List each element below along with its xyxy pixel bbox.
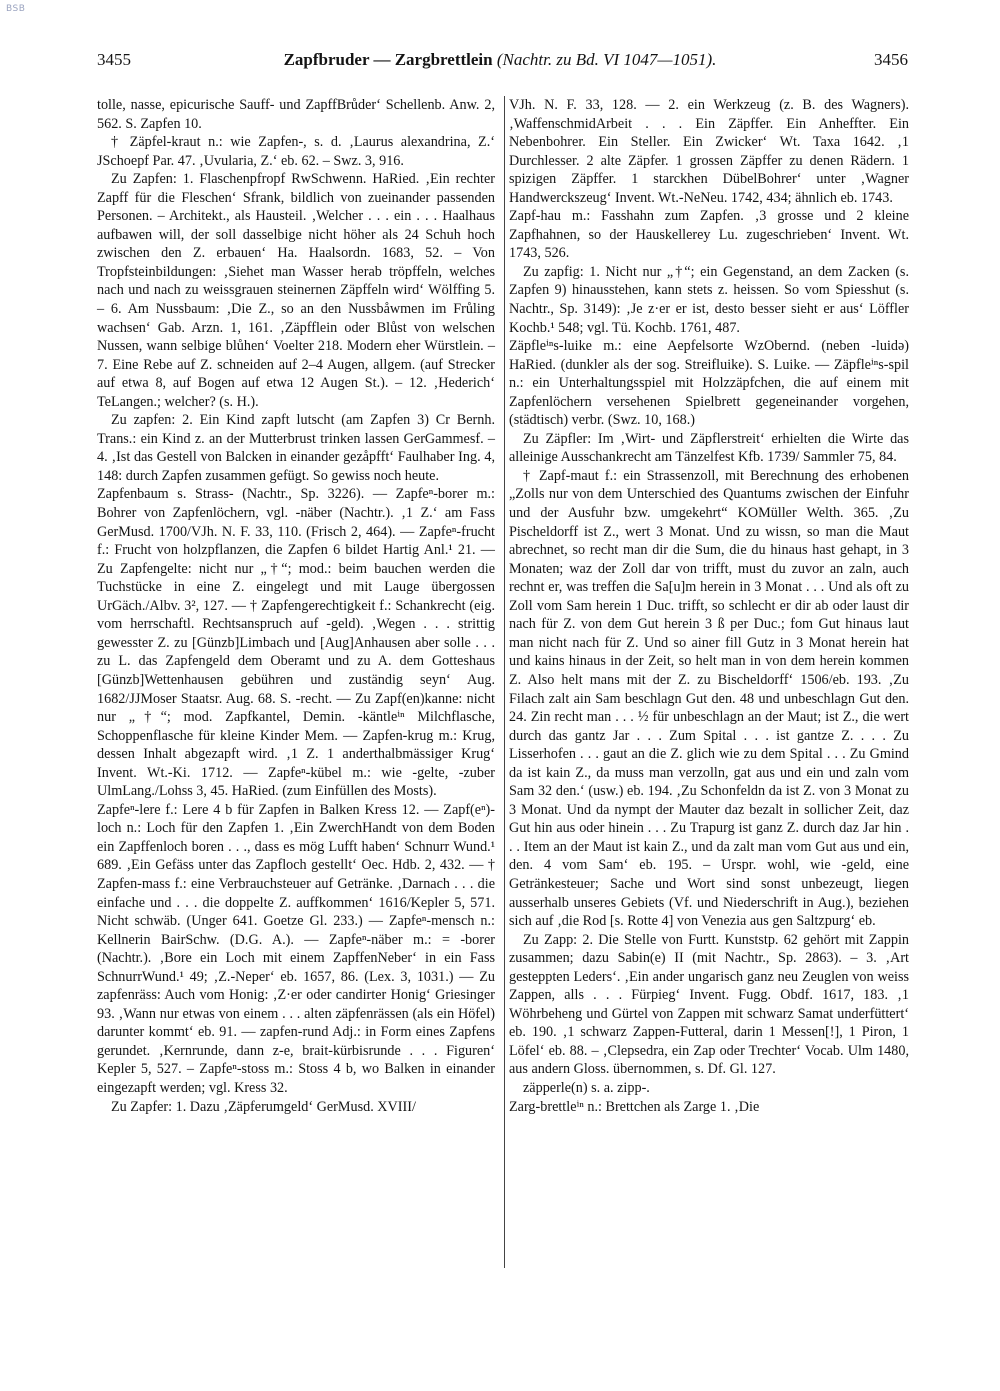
entry-paragraph: Zu Zapfen: 1. Flaschenpfropf RwSchwenn. HaRied. ‚Ein rechter Zapff für die Fleschen‘ Sfrank, bildlich von zueinander passenden Personen. – Architekt., als Hausteil. ‚Welcher . . . ein . . . Haalhaus aufbawen will, der soll dasselbige nicht höher als 24 Schuh hoch zwischen den Z. erbauen‘ Ha. Haalsordn. 1683, 52. – Von Tropfsteinbildungen: ‚Siehet man Wasser herab tröpffeln, welches nach und nach zu weissgrauen steinernen Zäpffeln wird‘ Wölffing 5. – 6. Am Nussbaum: ‚Die Z., so an den Nussbåwmen im Frůling wachsen‘ Gab. Arzn. 1, 161. ‚Zäpfflein oder Blůst von welschen Nussen, wann selbige blůhen‘ Voelter 218. Modern eher Würstlein. – 7. Eine Rebe auf Z. schneiden auf 2–4 Augen, allgem. (auf Strecker auf etwa 8, auf Bogen auf etwa 12 Augen St.). – 12. ‚Hederich‘ TeLangen.; welcher? (s. H.). [97, 171, 495, 410]
entry-paragraph: Zapf-hau m.: Fasshahn zum Zapfen. ‚3 grosse und 2 kleine Zapfhahnen, so der Hauskellerey Lu. zugeschrieben‘ Invent. Wt. 1743, 526. [509, 208, 909, 262]
entry-paragraph: Zapfenbaum s. Strass- (Nachtr., Sp. 3226). — Zapfeⁿ-borer m.: Bohrer von Zapfenlöchern, vgl. -näber (Nachtr.). ‚1 Z.‘ am Fass GerMusd. 1700/VJh. N. F. 33, 110. (Frisch 2, 464). — Zapfeⁿ-frucht f.: Frucht von holzpflanzen, die Zapfen 6 bildet Hartig Anl.¹ 21. — Zu Zapfengelte: nicht nur „†“; mod.: beim bauchen werden die Tuchstücke in eine Z. eingelegt und mit Lauge übergossen UrGäch./Albv. 3², 127. — † Zapfengerechtigkeit f.: Schankrecht (eig. vom herrschaftl. Rechtsanspruch auf -geld). ‚Wegen . . . strittig gewesster Z. zu [Günzb]Limbach und [Aug]Anhausen aber solle . . . zu L. das Zapfengeld dem Oberamt und zu A. dem Gotteshaus [Günzb]Wettenhausen gebühren und zuständig seyn‘ Aug. 1682/JJMoser Staatsr. Aug. 68. S. -recht. — Zu Zapf(en)kanne: nicht nur „†“; mod. Zapfkantel, Demin. -käntleⁱⁿ Milchflasche, Schoppenflasche für kleine Kinder Mem. — Zapfen-krug m.: Krug, dessen Inhalt abgezapft wird. ‚1 Z. 1 anderthalbmässiger Krug‘ Invent. Wt.-Ki. 1712. — Zapfeⁿ-kübel m.: wie -gelte, -zuber UlmLang./Lohss 3, 45. HaRied. (zum Einfüllen des Mosts). [97, 486, 495, 800]
running-title [0, 50, 1000, 70]
entry-paragraph: zäpperle(n) s. a. zipp-. [523, 1079, 650, 1096]
entry-paragraph: † Zäpfel-kraut n.: wie Zapfen-, s. d. ‚Laurus alexandrina, Z.‘ JSchoepf Par. 47. ‚Uvularia, Z.‘ eb. 62. – Swz. 3, 916. [97, 134, 495, 169]
running-title-main: Zapfbruder — Zargbrettlein [283, 50, 493, 69]
running-title-note: (Nachtr. zu Bd. VI 1047—1051). [496, 50, 717, 69]
entry-paragraph: Zu Zapp: 2. Die Stelle von Furtt. Kunststp. 62 gehört mit Zappin zusammen; dazu Sabin(e) II (mit Nachtr., Sp. 2863). – 3. ‚Art gesteppten Leders‘. ‚Ein ander ungarisch ganz neu Zeuglen von weiss Zappen, alls . . . Fürpieg‘ Invent. Fugg. Obdf. 1617, 183. ‚1 Wöhrbeheng und Gürtel von Zappen mit schwarz Samat underfüttert‘ eb. 190. ‚1 schwarz Zappen-Futteral, darin 1 Messen[!], 1 Piron, 1 Löfel‘ eb. 88. – ‚Clepsedra, ein Zap oder Trechter‘ Vocab. Ulm 1480, aus andern Gloss. übernommen, s. Df. Gl. 127. [509, 931, 909, 1078]
entry-paragraph: Zapfeⁿ-lere f.: Lere 4 b für Zapfen in Balken Kress 12. — Zapf(eⁿ)-loch n.: Loch für den Zapfen 1. ‚Ein ZwerchHandt von dem Boden ein Zapffenloch boren . . ., dass es mög Lufft haben‘ Schnurr Wund.¹ 689. ‚Ein Gefäss unter das Zapfloch gestellt‘ Oec. Hdb. 2, 432. — † Zapfen-mass f.: eine Verbrauchsteuer auf Getränke. ‚Darnach . . . die einfache und . . . die doppelte Z. auffkommen‘ 1616/Kepler 5, 571. Nicht schwäb. (Unger 641. Goetze Gl. 233.) — Zapfeⁿ-mensch n.: Kellnerin BairSchw. (D.G. A.). — Zapfeⁿ-näber m.: = -borer (Nachtr.). ‚Bore ein Loch mit einem ZapffenNeber‘ in ein Fass SchnurrWund.¹ 49; ‚Z.-Neper‘ eb. 1657, 86. (Lex. 3, 1031.) — Zu zapfenräss: Auch vom Honig: ‚Z·er oder candirter Honig‘ Griesinger 93. ‚Wann nur etwas von einem . . . alten zäpfenrässen (als ein Höfel) darunter kommt‘ eb. 91. — zapfen-rund Adj.: in Form eines Zapfens gerundet. ‚Kernrunde, dann z-e, brait-kürbisrunde . . . Figuren‘ Kepler 5, 527. – Zapfeⁿ-stoss m.: Stoss 4 b, wo Balken in einander eingezapft werden; vgl. Kress 32. [97, 801, 495, 1096]
entry-paragraph: Zu Zäpfler: Im ‚Wirt- und Zäpflerstreit‘ erhielten die Wirte das alleinige Ausschankrecht am Tänzelfest Kfb. 1739/ Sammler 75, 84. [509, 430, 909, 466]
entry-paragraph: tolle, nasse, epicurische Sauff- und ZapffBrůder‘ Schellenb. Anw. 2, 562. S. Zapfen 10. [97, 97, 495, 132]
page-number-left: 3455 [97, 50, 131, 69]
entry-paragraph: Zu zapfig: 1. Nicht nur „†“; ein Gegenstand, an dem Zacken (s. Zapfen 9) hinausstehen, kann stets z. heissen. So vom Spiesshut (s. Nachtr., Sp. 3149): ‚Je z·er er ist, desto besser sieht er aus‘ Löffler Kochb.¹ 548; vgl. Tü. Kochb. 1761, 487. [509, 263, 909, 336]
entry-paragraph: Zu Zapfer: 1. Dazu ‚Zäpferumgeld‘ GerMusd. XVIII/ [111, 1098, 416, 1115]
right-column [509, 96, 909, 1116]
page-number-right: 3456 [874, 50, 908, 69]
column-divider [504, 96, 505, 1268]
page-header [0, 50, 1000, 72]
entry-paragraph: † Zapf-maut f.: ein Strassenzoll, mit Berechnung des erhobenen „Zolls nur von dem Unterschied des Quantums zwischen der Einfuhr und der Ausfuhr bzw. umgekehrt“ KOMüller Welth. 365. ‚Zu Pischeldorff ist Z., wert 3 Monat. Und zu wissn, so man die Maut abrechnet, so recht man dir die Sum, die du hinaus hast gehapt, in 3 Monaten; waz der Zoll dar von trifft, must du zuvor an zaln, auch rechnt er, was treffen die Sa[u]m herein in 3 Monat . . . Und als oft zu Zoll vom Sam herein 1 Duc. trifft, so schlecht er dir ab oder laust dir nach für Z. von dem Gut herein 3 ß per Duc.; fom Gut hinaus laut man nicht nach für Z. Und so ainer fill Gutz in 3 Monat herein hat und kains hinaus in der Zeit, so helt man in von dem herein kommen Z. Also helt mans mit der Z. zu Bischeldorff‘ 1506/eb. 193. ‚Zu Filach zalt ain Sam beschlagn Gut den. 48 und unbeschlagn Gut den. 24. Zin recht man . . . ½ für unbeschlagn an der Maut; ist Z., die wert durch das gantz Jar . . . Zum Spital . . . ist gantze Z. . . . Zu Lisserhofen . . . gaut an die Z. glich wie zu dem Spital . . . Zu Gmind da ist kain Z., da muss man verzolln, gat aus und ein und zaln vom Sam 32 den.‘ (usw.) eb. 194. ‚Zu Schonfeldn da ist Z. von 3 Monat zu 3 Monat. Und da nympt der Mauter daz bezalt in sollicher Zeit, daz Gut hin aus oder hinein . . . Zu Trapurg ist ganz Z. durch daz Jar hin . . . Item an der Maut ist kain Z., und da zalt man vom Gut aus und ein, den. 4 vom Sam‘ eb. 195. – Urspr. wohl, wie -geld, eine Getränkesteuer; Sache und Wort sind sonst unbezeugt, liegen ausserhalb unseres Gebiets (Vf. und Niederschrift in Aug.), beziehen sich auf ‚die Rod [s. Rotte 4] von Venezia aus gen Saltzpurg‘ eb. [509, 467, 909, 930]
left-column [97, 96, 495, 1116]
entry-paragraph: Zarg-brettleⁱⁿ n.: Brettchen als Zarge 1. ‚Die [509, 1098, 760, 1115]
entry-paragraph: Zäpfleⁱⁿs-luike m.: eine Aepfelsorte WzObernd. (neben -luidə) HaRied. (dunkler als der sog. Streifluike). S. Luike. — Zäpfleⁱⁿs-spil n.: ein Unterhaltungsspiel mit Holzzäpfchen, die auf einem mit Zapfenlöchern versehenen Spielbrett gegeneinander vorgehen, (städtisch) verbr. (Swz. 10, 168.) [509, 338, 909, 429]
library-mark: BSB [6, 4, 26, 14]
entry-paragraph: VJh. N. F. 33, 128. — 2. ein Werkzeug (z. B. des Wagners). ‚WaffenschmidArbeit . . . Ein Zäpffer. Ein Anheffter. Ein Nebenbohrer. Ein Steller. Ein Zwicker‘ Wt. Taxa 1642. ‚1 Durchlesser. 2 alte Zäpfer. 1 grossen Zäpffer zu denen Rädern. 1 spizigen Zäpffer. 1 starckhen DübelBohrer‘ unter ‚Wagner Handwerckszeug‘ Invent. Wt.-NeNeu. 1742, 434; ähnlich eb. 1743. [509, 97, 909, 206]
entry-paragraph: Zu zapfen: 2. Ein Kind zapft lutscht (am Zapfen 3) Cr Bernh. Trans.: ein Kind z. an der Mutterbrust trinken lassen GerGammesf. – 4. ‚Ist das Gestell von Balcken in einander gezåpfft‘ Faulhaber Ing. 4, 148: durch Zapfen zusammen gefügt. So gewiss noch heute. [97, 412, 495, 484]
